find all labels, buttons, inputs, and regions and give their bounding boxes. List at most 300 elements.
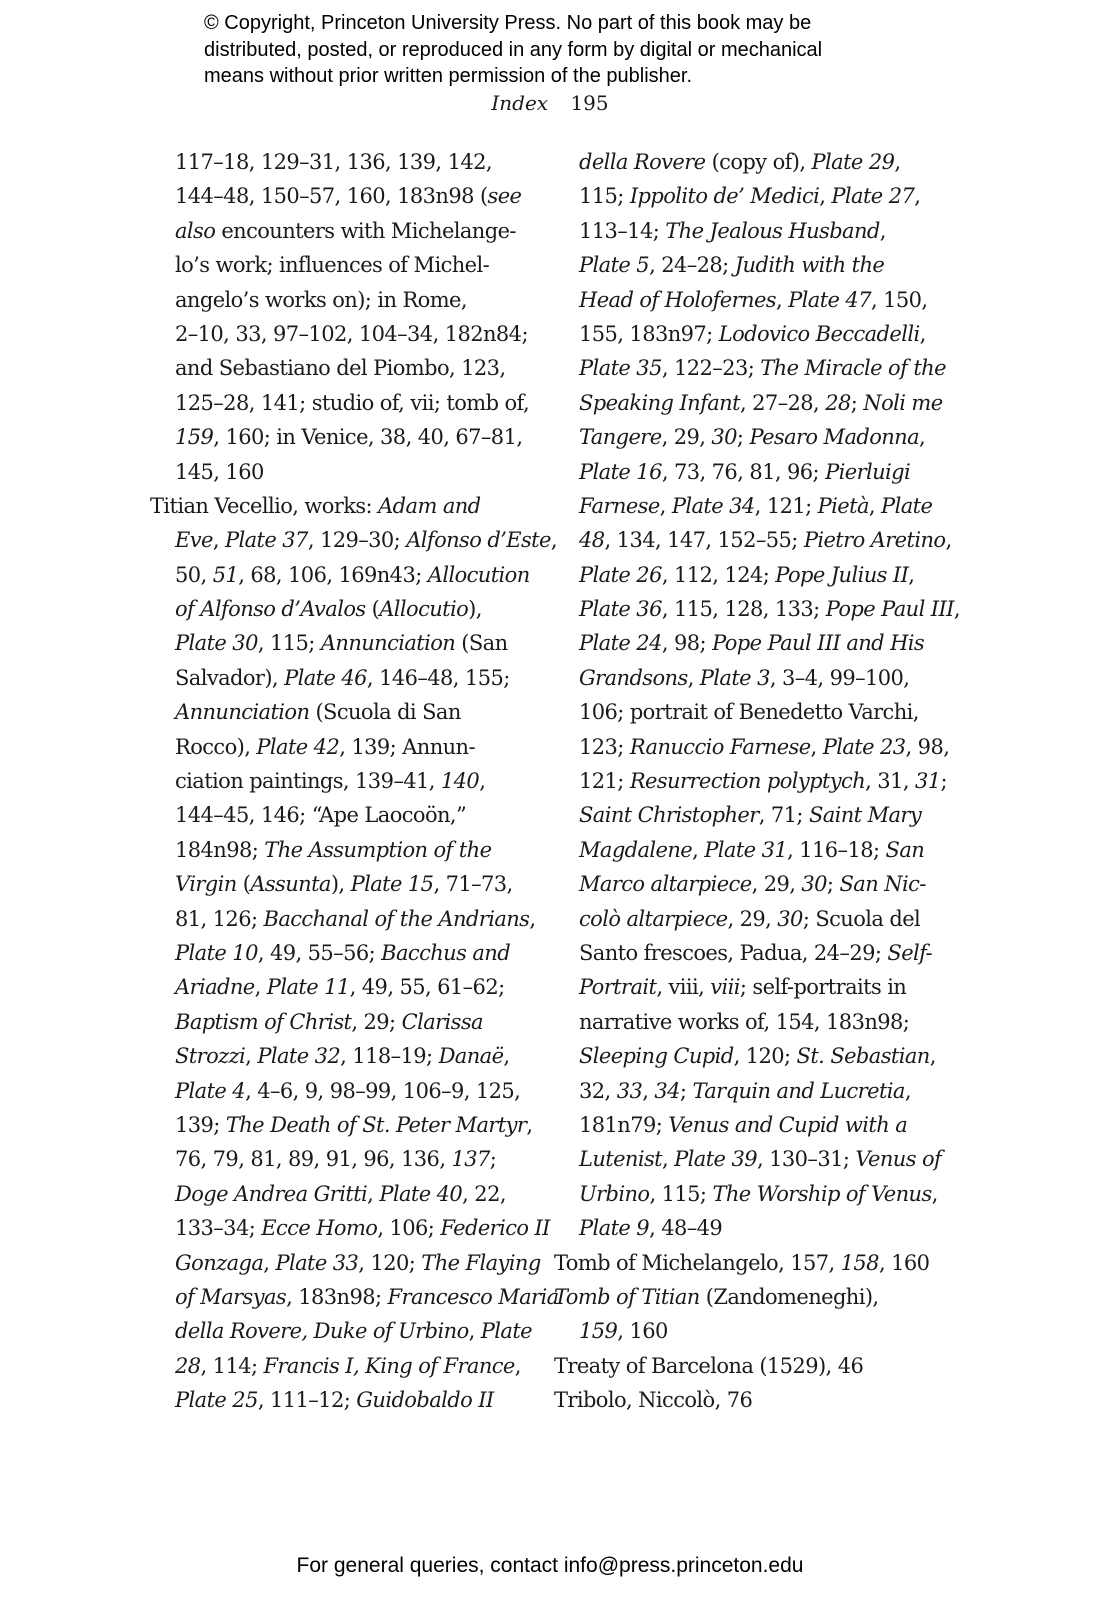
index-line — [554, 1074, 954, 1108]
index-italic-text: Grandsons — [579, 665, 688, 690]
index-line — [150, 1005, 530, 1039]
index-line — [554, 1142, 954, 1176]
index-line — [150, 1108, 533, 1142]
index-italic-text: Plate — [881, 493, 933, 518]
index-line — [554, 523, 954, 557]
index-line — [554, 730, 954, 764]
index-text: , — [479, 769, 486, 794]
index-line — [554, 1211, 954, 1245]
index-italic-text: Virgin — [175, 872, 237, 897]
index-italic-text: 137 — [451, 1147, 490, 1172]
index-line — [554, 695, 954, 729]
index-italic-text: The Assumption of the — [264, 837, 492, 862]
index-italic-text: Plate 39 — [674, 1147, 757, 1172]
index-line — [554, 489, 954, 523]
index-italic-text: Portrait — [579, 975, 657, 1000]
index-text: , 120; — [733, 1044, 797, 1069]
index-line — [554, 592, 960, 626]
index-italic-text: 31 — [914, 769, 941, 794]
index-italic-text: 30 — [711, 425, 737, 450]
index-italic-text: Tomb of Titian — [554, 1284, 700, 1309]
index-line — [554, 179, 954, 213]
index-line — [150, 145, 530, 179]
index-text: , 160; in Venice, 38, 40, 67–81, — [213, 425, 523, 450]
index-text: , — [687, 665, 700, 690]
index-line — [554, 1280, 954, 1314]
index-italic-text: Clarissa — [401, 1009, 483, 1034]
index-text: , — [245, 1044, 258, 1069]
index-text: , 150, — [870, 287, 928, 312]
index-italic-text: Saint Christopher — [579, 803, 759, 828]
index-text: ; — [940, 769, 947, 794]
index-italic-text: Pietro Aretino — [803, 528, 946, 553]
running-head — [0, 88, 1100, 118]
index-text: , 4–6, 9, 98–99, 106–9, 125, — [245, 1078, 521, 1103]
index-italic-text: Pierluigi — [825, 459, 911, 484]
index-line — [150, 730, 530, 764]
index-text: , viii, — [656, 975, 711, 1000]
index-line — [150, 695, 530, 729]
index-italic-text: Plate 42 — [256, 734, 340, 759]
index-text: ; — [489, 1147, 497, 1172]
index-text: , 98; — [661, 631, 713, 656]
index-text: (copy of), — [705, 150, 812, 174]
index-italic-text: The Miracle of the — [760, 356, 946, 381]
index-line — [150, 592, 530, 626]
index-italic-text: Noli me — [863, 390, 943, 415]
index-text: , — [503, 1044, 510, 1069]
index-italic-text: Urbino — [579, 1181, 650, 1206]
index-line — [150, 902, 536, 936]
index-text: , 49, 55–56; — [257, 940, 382, 965]
index-line — [554, 1108, 954, 1142]
index-line — [150, 1349, 530, 1383]
index-line — [554, 214, 954, 248]
index-italic-text: The Worship of Venus — [712, 1181, 932, 1206]
index-italic-text: Sleeping Cupid — [579, 1044, 734, 1069]
index-line — [554, 867, 954, 901]
index-text: , 130–31; — [757, 1147, 856, 1172]
index-line — [554, 1383, 954, 1417]
index-text: , 106; — [377, 1216, 441, 1241]
index-italic-text: Plate 32 — [257, 1044, 341, 1069]
index-text: Titian Vecellio, works: — [150, 493, 379, 518]
index-text: 81, 126; — [175, 906, 264, 931]
index-italic-text: 30 — [777, 906, 803, 931]
index-italic-text: Pope Julius II — [775, 562, 909, 587]
index-text: , — [914, 184, 921, 209]
index-italic-text: 51 — [212, 562, 239, 587]
index-text: , — [904, 1078, 911, 1103]
copyright-line: distributed, posted, or reproduced in any form by digital or mechanical — [204, 38, 823, 61]
index-text: , — [263, 1250, 276, 1275]
index-italic-text: colò altarpiece — [579, 906, 728, 931]
index-text: 144–45, 146; “Ape Laocoön,” — [175, 803, 467, 828]
copyright-line: © Copyright, Princeton University Press. No part of this book may be — [204, 12, 812, 34]
index-text: (San — [455, 631, 508, 656]
index-text: (Zandomeneghi), — [699, 1284, 879, 1309]
index-text: , — [953, 597, 960, 622]
index-text: 76, 79, 81, 89, 91, 96, 136, — [175, 1147, 452, 1172]
index-text: , 68, 106, 169n43; — [238, 562, 428, 587]
index-line — [554, 455, 954, 489]
index-italic-text: Allocution — [427, 562, 530, 587]
index-text: 144–48, 150–57, 160, 183n98 ( — [175, 184, 488, 209]
index-text: , 122–23; — [661, 356, 761, 381]
index-text: , 31, — [865, 769, 915, 794]
index-text: 181n79; — [579, 1112, 669, 1137]
index-text: , 98, — [905, 734, 950, 759]
index-line — [150, 1074, 530, 1108]
index-text: , 22, — [462, 1181, 506, 1206]
index-italic-text: 34 — [654, 1078, 680, 1103]
index-text: , 183n98; — [286, 1284, 388, 1309]
index-text: narrative works of, 154, 183n98; — [579, 1009, 910, 1034]
index-text: ), — [330, 872, 351, 897]
index-line — [150, 936, 530, 970]
index-text: , — [945, 528, 952, 553]
index-line — [554, 902, 954, 936]
index-italic-text: Plate 36 — [579, 597, 662, 622]
index-line — [150, 1314, 530, 1348]
index-line — [554, 970, 954, 1004]
index-line — [554, 833, 954, 867]
index-italic-text: Saint Mary — [808, 803, 922, 828]
index-text: and Sebastiano del Piombo, 123, — [175, 356, 506, 381]
index-line — [150, 489, 530, 523]
index-italic-text: Plate 30 — [175, 631, 258, 656]
index-text: lo’s work; influences of Michel- — [175, 253, 490, 278]
index-line — [150, 248, 530, 282]
index-line — [150, 386, 530, 420]
index-italic-text: Adam and — [378, 493, 481, 518]
index-text: , 114; — [200, 1353, 264, 1378]
index-text: , — [775, 287, 789, 312]
index-text: , 118–19; — [340, 1044, 439, 1069]
index-italic-text: Plate 15 — [350, 872, 434, 897]
index-italic-text: Plate 9 — [579, 1216, 650, 1241]
index-italic-text: 48 — [579, 528, 605, 553]
index-text: , 111–12; — [257, 1388, 357, 1413]
index-text: 115; — [579, 184, 630, 209]
index-line — [554, 283, 954, 317]
index-line — [554, 798, 954, 832]
index-italic-text: The Flaying — [421, 1250, 541, 1275]
index-italic-text: 33 — [616, 1078, 643, 1103]
index-italic-text: The Jealous Husband — [665, 218, 880, 243]
index-text: , 160 — [617, 1319, 668, 1344]
index-text: , 129–30; — [307, 528, 407, 553]
index-italic-text: Plate 46 — [284, 665, 367, 690]
index-line — [150, 798, 530, 832]
index-italic-text: San — [885, 837, 925, 862]
index-text: 139; — [175, 1112, 226, 1137]
index-italic-text: Resurrection polyptych — [629, 769, 866, 794]
index-text: , 115, 128, 133; — [661, 597, 826, 622]
index-line — [554, 1314, 954, 1348]
section-title: Index — [491, 91, 549, 115]
index-text: 125–28, 141; studio of, vii; tomb of, — [175, 390, 530, 415]
index-line — [554, 661, 954, 695]
index-line — [554, 1246, 954, 1280]
index-italic-text: 28 — [825, 390, 851, 415]
index-italic-text: Pesaro Madonna — [749, 425, 920, 450]
copyright-line: means without prior written permission of the publisher. — [204, 65, 693, 87]
index-text: encounters with Michelange- — [215, 218, 516, 243]
index-line — [554, 1005, 954, 1039]
index-italic-text: 158 — [840, 1250, 879, 1275]
index-text: 32, — [579, 1078, 617, 1103]
index-italic-text: della Rovere, Duke of Urbino — [175, 1319, 469, 1344]
index-italic-text: Danaë — [438, 1044, 504, 1069]
index-line — [150, 867, 530, 901]
index-italic-text: Assunta — [250, 872, 331, 897]
index-italic-text: Judith with the — [734, 253, 885, 278]
index-text: , 29, — [727, 906, 778, 931]
index-line — [150, 764, 530, 798]
page-number: 195 — [570, 91, 609, 115]
index-text: ; — [826, 872, 840, 897]
index-text: , 24–28; — [649, 253, 735, 278]
index-column-right — [554, 145, 960, 1417]
index-text: , — [662, 1147, 675, 1172]
index-text: Rocco), — [175, 734, 257, 759]
index-text: , 121; — [754, 493, 818, 518]
index-line — [150, 1177, 530, 1211]
index-line — [150, 420, 530, 454]
index-column-left — [150, 145, 559, 1417]
index-text: 2–10, 33, 97–102, 104–34, 182n84; — [175, 321, 528, 346]
index-italic-text: Pope Paul III and His — [712, 631, 925, 656]
index-italic-text: Farnese — [579, 493, 660, 518]
index-italic-text: Annunciation — [175, 700, 310, 725]
index-text: , — [659, 493, 672, 518]
copyright-notice — [204, 10, 924, 90]
index-italic-text: Ranuccio Farnese — [629, 734, 811, 759]
index-italic-text: Plate 3 — [699, 665, 770, 690]
index-text: ; self-portraits in — [739, 975, 907, 1000]
index-text: Treaty of Barcelona (1529), 46 — [554, 1353, 864, 1378]
index-text: , 73, 76, 81, 96; — [661, 459, 826, 484]
index-italic-text: 30 — [801, 872, 827, 897]
index-text: , 3–4, 99–100, — [769, 665, 910, 690]
index-italic-text: Alfonso d’Este — [406, 528, 551, 553]
index-italic-text: Plate 34 — [671, 493, 755, 518]
index-text: , — [514, 1353, 521, 1378]
index-text: 145, 160 — [175, 459, 264, 484]
index-text: , 160 — [878, 1250, 930, 1275]
index-italic-text: Plate 25 — [175, 1388, 258, 1413]
index-italic-text: Guidobaldo II — [356, 1388, 494, 1413]
index-text: , — [931, 1181, 938, 1206]
index-line — [150, 523, 557, 557]
index-line — [150, 214, 530, 248]
index-text: , 134, 147, 152–55; — [604, 528, 804, 553]
index-text: , 115; — [649, 1181, 713, 1206]
index-text: Santo frescoes, Padua, 24–29; — [579, 940, 888, 965]
index-italic-text: of Alfonso d’Avalos — [175, 597, 366, 622]
index-text: angelo’s works on); in Rome, — [175, 287, 467, 312]
index-text: , — [529, 906, 536, 931]
index-italic-text: Plate 26 — [579, 562, 662, 587]
index-line — [150, 833, 530, 867]
index-text: , 139; Annun- — [339, 734, 475, 759]
index-line — [150, 455, 530, 489]
index-text: , — [526, 1112, 533, 1137]
index-italic-text: Gonzaga — [175, 1250, 264, 1275]
index-text: , — [929, 1044, 936, 1069]
index-line — [554, 764, 954, 798]
index-line — [554, 248, 954, 282]
index-line — [150, 1039, 530, 1073]
index-text: , — [879, 218, 886, 243]
index-text: Salvador), — [175, 665, 285, 690]
index-line — [554, 558, 954, 592]
index-text: ciation paintings, 139–41, — [175, 769, 441, 794]
index-text: , — [367, 1181, 380, 1206]
index-text: , 29; — [351, 1009, 402, 1034]
index-italic-text: Baptism of Christ — [175, 1009, 352, 1034]
index-text: , — [642, 1078, 655, 1103]
index-italic-text: Doge Andrea Gritti — [175, 1181, 368, 1206]
index-italic-text: of Marsyas — [175, 1284, 287, 1309]
index-italic-text: Plate 24 — [579, 631, 662, 656]
index-text: , — [692, 837, 705, 862]
index-text: 123; — [579, 734, 630, 759]
index-text: 117–18, 129–31, 136, 139, 142, — [175, 150, 492, 174]
index-line — [554, 317, 954, 351]
index-italic-text: also — [175, 218, 216, 243]
index-italic-text: viii — [710, 975, 740, 1000]
index-text: , 71–73, — [433, 872, 513, 897]
index-text: , — [908, 562, 915, 587]
index-italic-text: Marco altarpiece — [579, 872, 752, 897]
index-text: Tomb of Michelangelo, 157, — [554, 1250, 841, 1275]
index-italic-text: Self- — [887, 940, 933, 965]
index-text: , — [868, 493, 882, 518]
index-italic-text: Annunciation — [320, 631, 456, 656]
index-text: , — [919, 321, 926, 346]
index-text: , 116–18; — [787, 837, 886, 862]
index-text: ), — [468, 597, 482, 622]
index-text: 50, — [175, 562, 213, 587]
index-italic-text: Venus and Cupid with a — [668, 1112, 908, 1137]
index-line — [150, 661, 530, 695]
index-text: ( — [365, 597, 380, 622]
index-text: (Scuola di San — [309, 700, 461, 725]
index-text: , 146–48, 155; — [366, 665, 510, 690]
index-italic-text: Plate 47 — [788, 287, 871, 312]
index-italic-text: Plate 16 — [579, 459, 662, 484]
index-line — [150, 283, 530, 317]
index-italic-text: 28 — [175, 1353, 201, 1378]
index-text: , 115; — [257, 631, 321, 656]
index-text: ; Scuola del — [802, 906, 921, 931]
index-line — [554, 1349, 954, 1383]
index-line — [150, 1280, 559, 1314]
index-text: , 29, — [751, 872, 802, 897]
index-italic-text: Plate 10 — [175, 940, 258, 965]
index-italic-text: Plate — [480, 1319, 532, 1344]
index-italic-text: Francesco Maria — [387, 1284, 559, 1309]
index-italic-text: Plate 33 — [275, 1250, 359, 1275]
index-italic-text: Ippolito de’ Medici — [629, 184, 820, 209]
index-italic-text: Ariadne — [175, 975, 255, 1000]
index-text: , 112, 124; — [661, 562, 776, 587]
index-italic-text: Plate 37 — [224, 528, 308, 553]
index-italic-text: 159 — [175, 425, 214, 450]
index-text: ; — [736, 425, 750, 450]
index-line — [554, 1039, 954, 1073]
index-line — [150, 970, 530, 1004]
index-line — [150, 1142, 530, 1176]
index-italic-text: Bacchus and — [381, 940, 511, 965]
index-text: 133–34; — [175, 1216, 262, 1241]
index-text: , — [550, 528, 557, 553]
index-italic-text: Lutenist — [579, 1147, 662, 1172]
index-text: , — [468, 1319, 481, 1344]
index-italic-text: 140 — [440, 769, 480, 794]
index-text: ; — [850, 390, 864, 415]
index-line — [554, 936, 954, 970]
index-text: , 29, — [661, 425, 712, 450]
index-line — [150, 317, 530, 351]
index-italic-text: Plate 4 — [175, 1078, 246, 1103]
index-italic-text: Plate 23 — [822, 734, 906, 759]
index-italic-text: Speaking Infant — [579, 390, 740, 415]
index-italic-text: 159 — [579, 1319, 618, 1344]
index-italic-text: Allocutio — [379, 597, 469, 622]
index-line — [554, 145, 954, 179]
index-italic-text: Plate 35 — [579, 356, 662, 381]
index-line — [554, 420, 954, 454]
index-italic-text: Ecce Homo — [261, 1216, 378, 1241]
index-line — [554, 1177, 954, 1211]
index-italic-text: Tarquin and Lucretia — [692, 1078, 905, 1103]
index-text: , 49, 55, 61–62; — [349, 975, 505, 1000]
index-text: ; — [679, 1078, 693, 1103]
index-italic-text: Eve — [175, 528, 213, 553]
index-italic-text: Strozzi — [175, 1044, 246, 1069]
index-italic-text: Pope Paul III — [825, 597, 954, 622]
index-line — [554, 386, 954, 420]
index-text: ( — [236, 872, 251, 897]
index-italic-text: Plate 5 — [579, 253, 650, 278]
index-italic-text: Federico II — [440, 1216, 550, 1241]
index-line — [150, 179, 530, 213]
index-italic-text: Magdalene — [579, 837, 693, 862]
index-italic-text: Venus of — [855, 1147, 942, 1172]
index-line — [554, 626, 954, 660]
index-text: 155, 183n97; — [579, 321, 719, 346]
index-italic-text: Tangere — [579, 425, 662, 450]
index-text: , — [919, 425, 926, 450]
index-italic-text: Head of Holofernes — [579, 287, 776, 312]
index-italic-text: Bacchanal of the Andrians — [263, 906, 530, 931]
index-text: , — [254, 975, 267, 1000]
index-italic-text: San Nic- — [839, 872, 926, 897]
index-italic-text: Lodovico Beccadelli — [718, 321, 920, 346]
index-italic-text: Pietà — [817, 493, 869, 518]
index-italic-text: Plate 29 — [811, 150, 895, 174]
index-italic-text: see — [487, 184, 522, 209]
index-line — [150, 1383, 530, 1417]
index-text: , — [810, 734, 823, 759]
index-text: , 120; — [358, 1250, 422, 1275]
index-line — [150, 351, 530, 385]
index-italic-text: Plate 31 — [704, 837, 788, 862]
index-text: , 71; — [758, 803, 809, 828]
